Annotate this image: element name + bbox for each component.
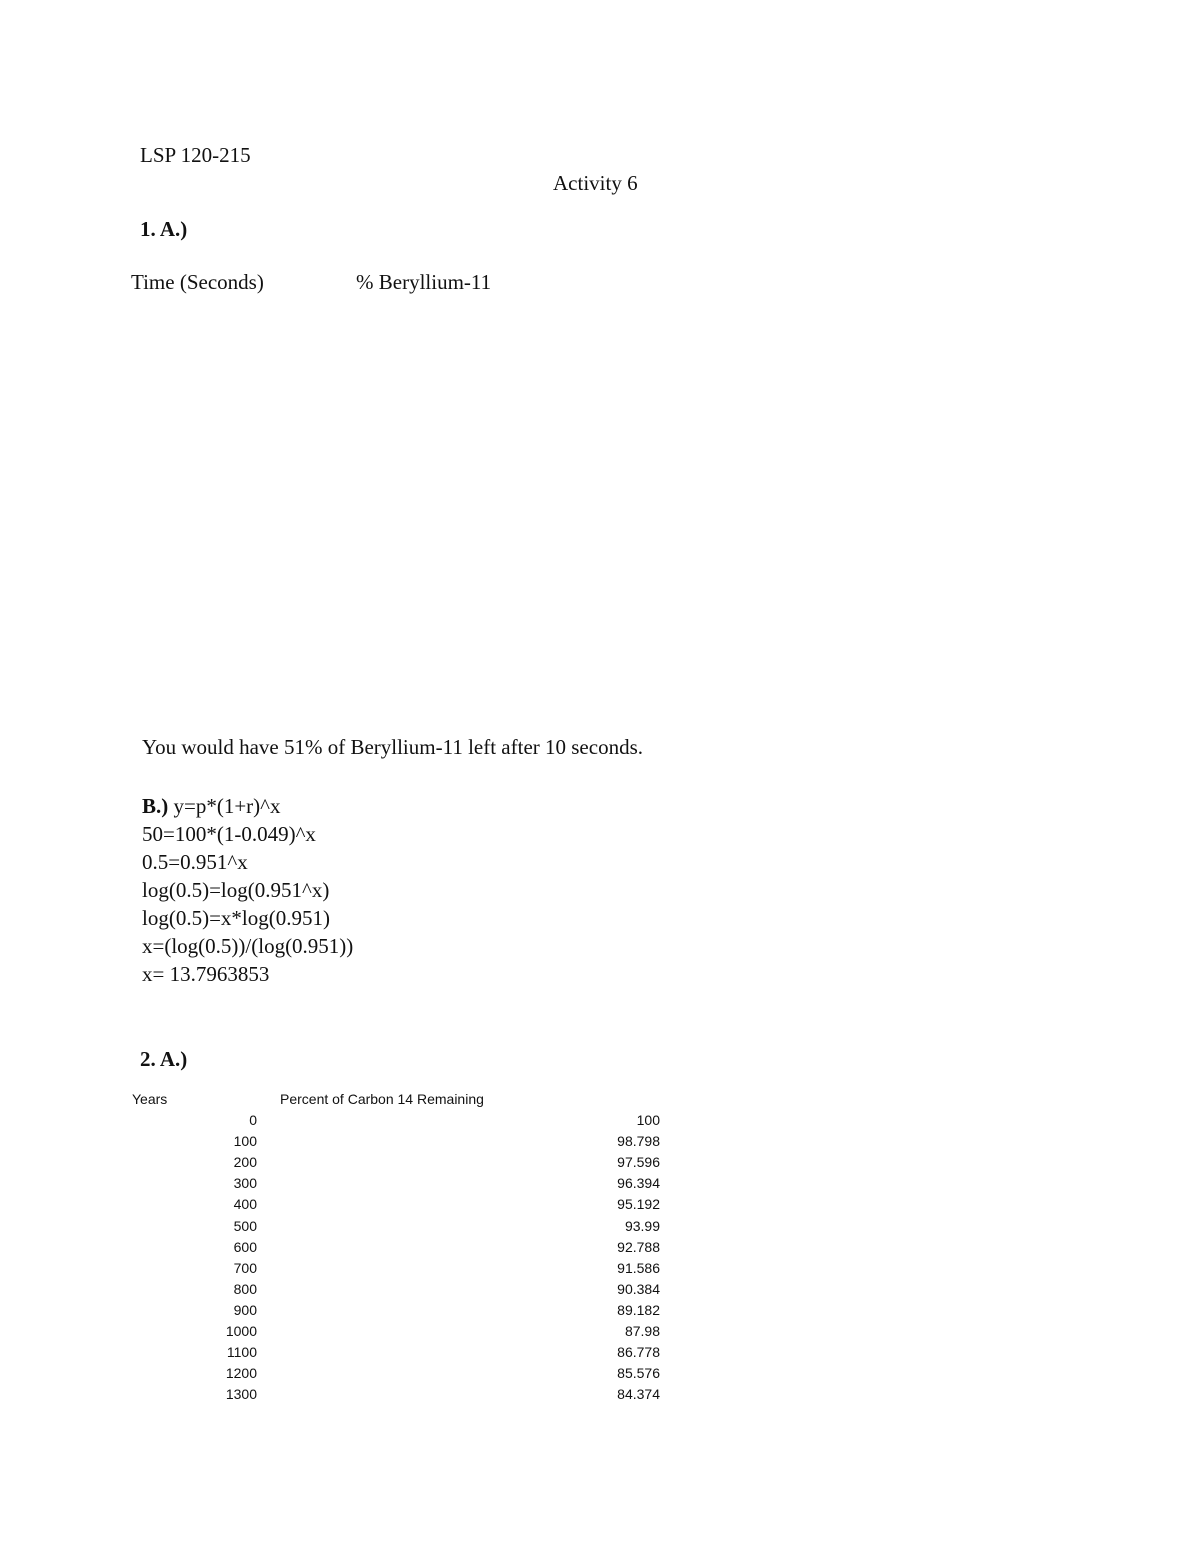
q2-years-cell: 500	[233, 1218, 257, 1234]
q2-percent-cell: 100	[636, 1112, 660, 1128]
q2-years-cell: 1100	[226, 1344, 257, 1360]
q1-heading: 1. A.)	[140, 217, 188, 241]
q1-col1-header: Time (Seconds)	[131, 270, 264, 294]
course-code: LSP 120-215	[140, 143, 251, 167]
q2-years-cell: 1300	[225, 1386, 257, 1402]
q2-percent-cell: 85.576	[617, 1365, 660, 1381]
q2-years-cell: 900	[233, 1302, 257, 1318]
q2-col1-header: Years	[132, 1091, 168, 1107]
q2-percent-cell: 97.596	[617, 1154, 660, 1170]
q2-years-cell: 300	[233, 1175, 257, 1191]
q2-percent-cell: 93.99	[624, 1218, 660, 1234]
q1-col2-header: % Beryllium-11	[356, 270, 492, 294]
q1b-label: B.)	[142, 794, 169, 818]
q2-percent-cell: 84.374	[617, 1386, 660, 1402]
q1b-line-0: B.) y=p*(1+r)^x	[142, 794, 281, 818]
q2-years-cell: 400	[233, 1196, 257, 1212]
q2-years-cell: 600	[233, 1239, 257, 1255]
q1b-line-5: x=(log(0.5))/(log(0.951))	[142, 934, 354, 958]
q2-percent-cell: 95.192	[617, 1196, 660, 1212]
q2-percent-cell: 98.798	[617, 1133, 660, 1149]
q2-percent-cell: 91.586	[617, 1260, 660, 1276]
q2-years-cell: 100	[233, 1133, 257, 1149]
q2-percent-cell: 90.384	[617, 1281, 660, 1297]
q2-years-cell: 700	[233, 1260, 257, 1276]
q1b-line-1: 50=100*(1-0.049)^x	[142, 822, 316, 846]
q2-years-cell: 1000	[225, 1323, 257, 1339]
q2-years-cell: 1200	[225, 1365, 257, 1381]
q1b-line-6: x= 13.7963853	[142, 962, 270, 986]
q2-col2-header: Percent of Carbon 14 Remaining	[280, 1091, 484, 1107]
q2-years-cell: 800	[233, 1281, 257, 1297]
q2-years-cell: 0	[249, 1112, 257, 1128]
q1b-line-2: 0.5=0.951^x	[142, 850, 248, 874]
q2-percent-cell: 86.778	[617, 1344, 660, 1360]
q2-percent-cell: 89.182	[617, 1302, 660, 1318]
q2-heading: 2. A.)	[140, 1047, 188, 1071]
q2-years-cell: 200	[233, 1154, 257, 1170]
activity-title: Activity 6	[553, 171, 638, 195]
q1b-line-4: log(0.5)=x*log(0.951)	[142, 906, 330, 930]
q1-answer: You would have 51% of Beryllium-11 left after 10 seconds.	[142, 735, 643, 759]
q2-percent-cell: 92.788	[617, 1239, 660, 1255]
q2-percent-cell: 87.98	[624, 1323, 660, 1339]
q1b-line-3: log(0.5)=log(0.951^x)	[142, 878, 330, 902]
q2-percent-cell: 96.394	[617, 1175, 660, 1191]
